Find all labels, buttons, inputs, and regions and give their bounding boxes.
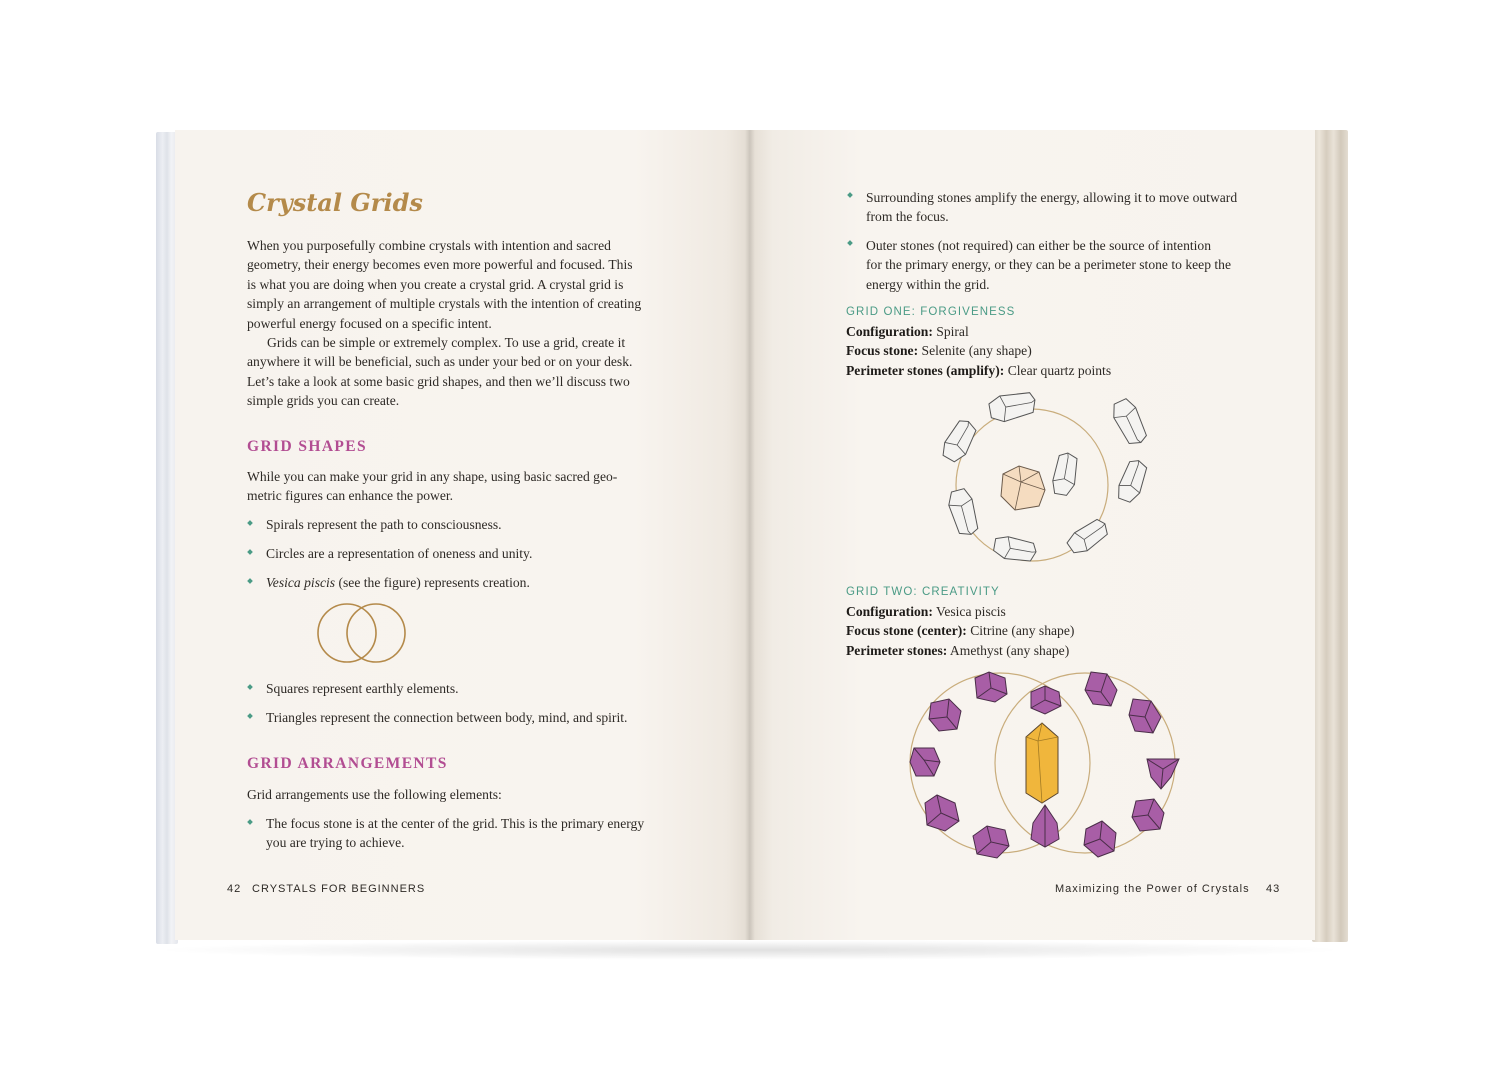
bullet-squares: Squares represent earthly elements. <box>266 681 459 696</box>
amethyst-stone <box>1084 821 1116 857</box>
text-line: simple grids you can create. <box>247 393 400 409</box>
right-running-head: Maximizing the Power of Crystals <box>1055 883 1250 895</box>
text-line: The focus stone is at the center of the grid. This is the primary energy <box>266 816 645 831</box>
text-line: from the focus. <box>866 209 949 225</box>
grid-two-focus: Focus stone (center): Citrine (any shape) <box>846 623 1075 639</box>
text-line: is what you are doing when you create a crystal grid. A crystal grid is <box>247 276 624 292</box>
left-running-head: CRYSTALS FOR BEGINNERS <box>252 883 426 895</box>
text-line: powerful energy focused on a specific intent. <box>247 315 492 331</box>
text-line: Grids can be simple or extremely complex. To use a grid, create it <box>267 335 626 351</box>
selenite-focus-stone <box>1001 466 1045 510</box>
vesica-piscis-figure <box>315 601 410 665</box>
bullet-outer-stones <box>866 236 1286 294</box>
text-line: metric figures can enhance the power. <box>247 488 454 504</box>
text-line: Outer stones (not required) can either be the source of intention <box>866 238 1212 253</box>
vesica-rest: (see the figure) represents creation. <box>335 575 530 590</box>
text-line: simply an arrangement of multiple crystals with the intention of creating <box>247 296 642 312</box>
bullet-focus-stone <box>266 814 666 853</box>
quartz-point-stone <box>1051 451 1080 496</box>
text-line: Surrounding stones amplify the energy, allowing it to move outward <box>866 190 1238 205</box>
text-line: anywhere it will be beneficial, such as under your bed or on your desk. <box>247 354 633 370</box>
text-line: When you purposefully combine crystals with intention and sacred <box>247 238 611 253</box>
grid-one-focus: Focus stone: Selenite (any shape) <box>846 343 1032 359</box>
page-title: Crystal Grids <box>247 188 423 217</box>
grid-one-details <box>846 322 1266 380</box>
bullet-spirals: Spirals represent the path to consciousness. <box>266 517 502 532</box>
grid-shapes-intro <box>247 467 667 506</box>
amethyst-stone <box>1031 805 1059 847</box>
vesica-term: Vesica piscis <box>266 575 336 590</box>
grid-shapes-heading: GRID SHAPES <box>247 438 368 455</box>
grid-two-config: Configuration: Vesica piscis <box>846 604 1006 619</box>
text-line: geometry, their energy becomes even more powerful and focused. This <box>247 257 633 273</box>
grid-one-heading: GRID ONE: FORGIVENESS <box>846 306 1016 318</box>
text-line: you are trying to achieve. <box>266 835 405 851</box>
grid-two-details <box>846 602 1266 660</box>
quartz-point-stone <box>1065 516 1112 558</box>
right-page-edges <box>1312 130 1348 942</box>
bullet-circles: Circles are a representation of oneness and unity. <box>266 546 533 561</box>
citrine-focus-stone <box>1026 723 1058 803</box>
amethyst-stone <box>925 795 959 831</box>
grid-two-heading: GRID TWO: CREATIVITY <box>846 586 1000 598</box>
quartz-point-stone <box>1109 397 1150 449</box>
bullet-triangles: Triangles represent the connection between body, mind, and spirit. <box>266 710 628 725</box>
grid-arrangements-intro: Grid arrangements use the following elements: <box>247 787 502 802</box>
text-line: energy within the grid. <box>866 276 990 292</box>
grid-one-config: Configuration: Spiral <box>846 324 969 339</box>
bullet-vesica <box>266 573 530 592</box>
amethyst-stone <box>910 748 940 776</box>
amethyst-stone <box>1031 686 1061 714</box>
grid-two-perimeter: Perimeter stones: Amethyst (any shape) <box>846 642 1070 658</box>
text-line: for the primary energy, or they can be a perimeter stone to keep the <box>866 257 1231 273</box>
book-shadow <box>150 940 1350 960</box>
grid-one-spiral-illustration <box>930 390 1160 570</box>
quartz-point-stone <box>946 487 981 538</box>
amethyst-stone <box>975 672 1007 702</box>
book-gutter <box>745 130 755 940</box>
amethyst-stone <box>1132 799 1164 831</box>
grid-two-vesica-illustration <box>905 665 1190 860</box>
quartz-point-stone <box>939 416 981 464</box>
quartz-point-stone <box>988 390 1038 424</box>
text-line: While you can make your grid in any shape, using basic sacred geo- <box>247 469 618 484</box>
grid-arrangements-heading: GRID ARRANGEMENTS <box>247 755 448 772</box>
quartz-point-stone <box>993 535 1038 564</box>
text-line: Let’s take a look at some basic grid shapes, and then we’ll discuss two <box>247 373 630 389</box>
quartz-point-stone <box>1115 457 1150 504</box>
intro-paragraph <box>247 236 667 411</box>
bullet-surrounding-stones <box>866 188 1286 227</box>
amethyst-stone <box>929 699 961 731</box>
grid-one-perimeter: Perimeter stones (amplify): Clear quartz points <box>846 362 1112 378</box>
amethyst-stone <box>1129 699 1161 733</box>
left-page-number: 42 <box>227 883 242 895</box>
right-page-number: 43 <box>1266 883 1281 895</box>
